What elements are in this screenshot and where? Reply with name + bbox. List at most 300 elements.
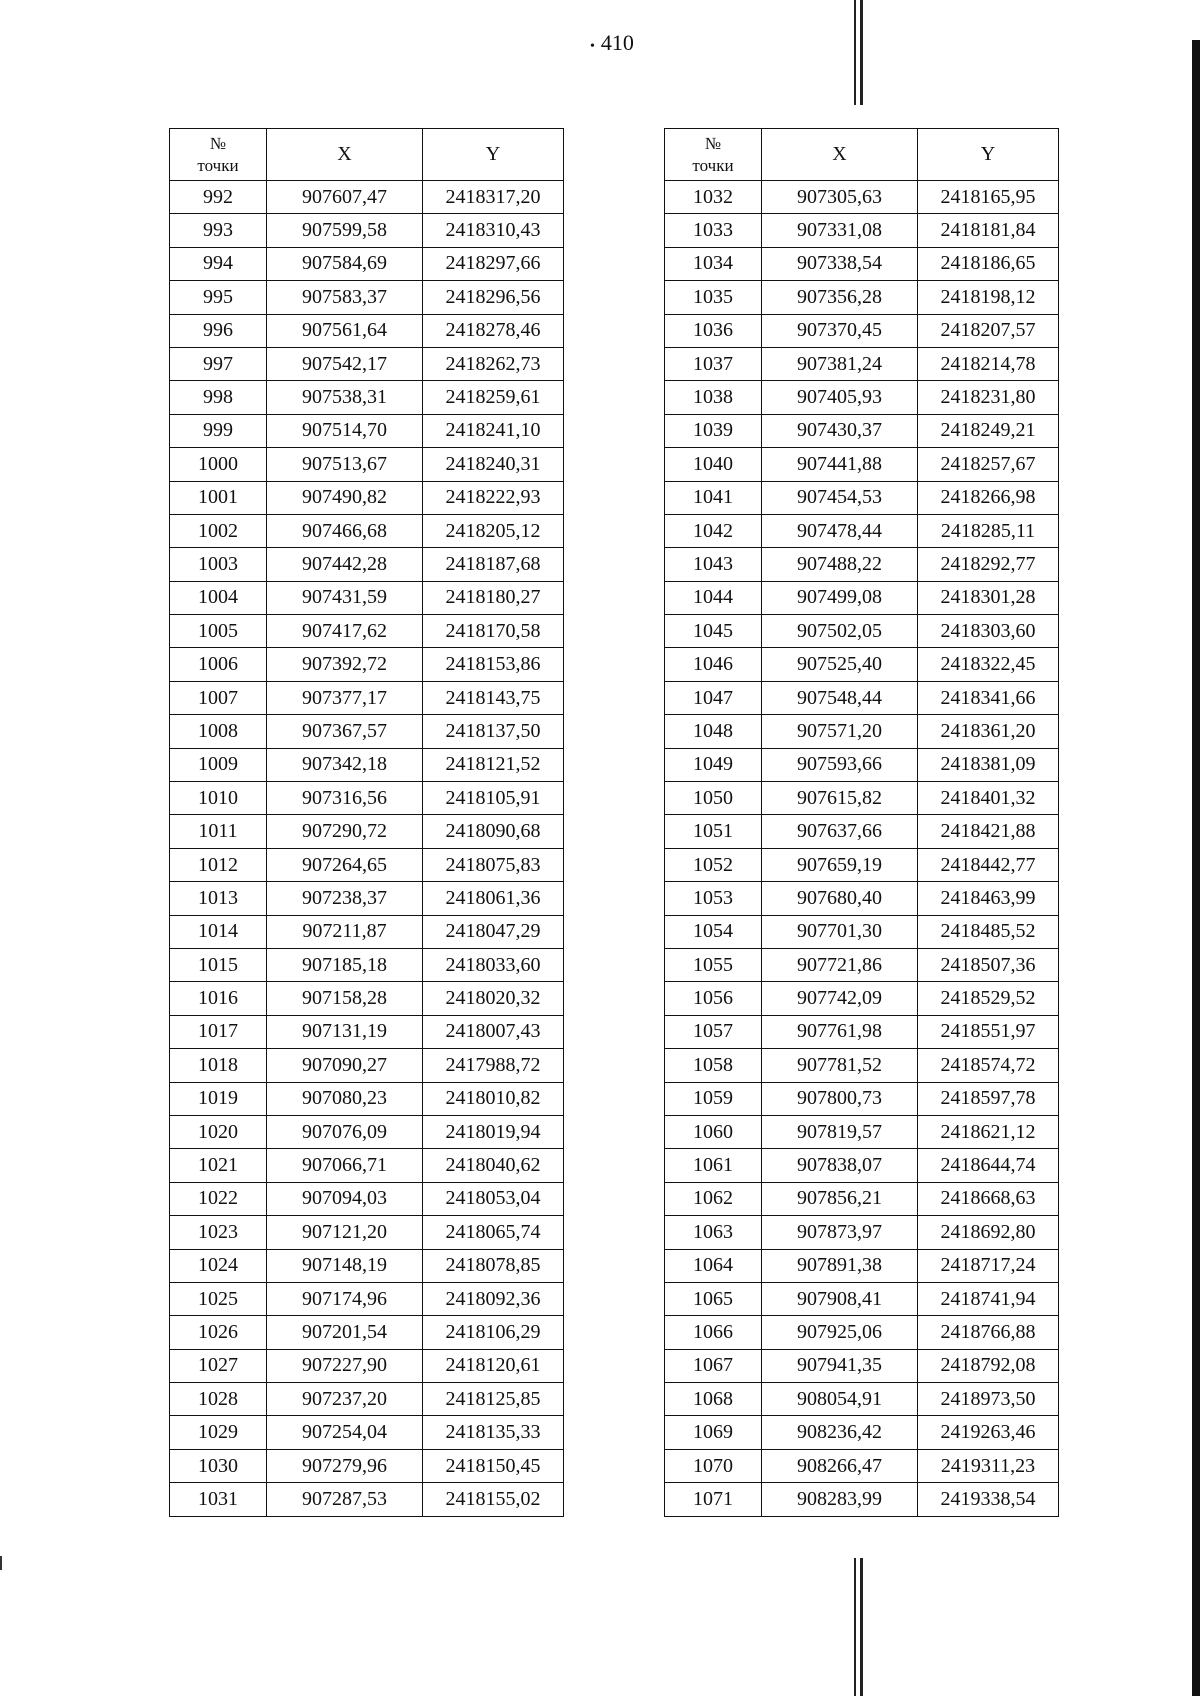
cell-x: 907392,72 <box>267 648 423 681</box>
table-row <box>665 548 1059 581</box>
table-row <box>170 1282 564 1315</box>
cell-y: 2418717,24 <box>918 1249 1059 1282</box>
cell-point-number: 1005 <box>170 615 267 648</box>
table-row <box>170 815 564 848</box>
cell-point-number: 1037 <box>665 347 762 380</box>
cell-point-number: 1031 <box>170 1483 267 1516</box>
table-row <box>665 181 1059 214</box>
cell-y: 2418341,66 <box>918 681 1059 714</box>
cell-point-number: 1027 <box>170 1349 267 1382</box>
cell-point-number: 1053 <box>665 882 762 915</box>
header-number-sign: № <box>704 133 722 153</box>
table-row <box>665 1449 1059 1482</box>
table-row <box>170 1049 564 1082</box>
cell-y: 2418121,52 <box>423 748 564 781</box>
cell-y: 2418120,61 <box>423 1349 564 1382</box>
table-row <box>665 815 1059 848</box>
cell-point-number: 1013 <box>170 882 267 915</box>
table-row <box>170 314 564 347</box>
cell-y: 2418061,36 <box>423 882 564 915</box>
table-header-row <box>665 129 1059 181</box>
cell-x: 907417,62 <box>267 615 423 648</box>
cell-x: 907338,54 <box>762 247 918 280</box>
cell-point-number: 1032 <box>665 181 762 214</box>
cell-y: 2418292,77 <box>918 548 1059 581</box>
cell-y: 2418155,02 <box>423 1483 564 1516</box>
table-row <box>170 1383 564 1416</box>
cell-x: 907279,96 <box>267 1449 423 1482</box>
table-row <box>665 214 1059 247</box>
binding-lines-top <box>854 0 864 105</box>
cell-y: 2418065,74 <box>423 1216 564 1249</box>
cell-x: 907542,17 <box>267 347 423 380</box>
header-number-sign: № <box>209 133 227 153</box>
cell-point-number: 1057 <box>665 1015 762 1048</box>
table-row <box>170 715 564 748</box>
table-row <box>170 1316 564 1349</box>
cell-point-number: 1024 <box>170 1249 267 1282</box>
table-row <box>665 1216 1059 1249</box>
cell-y: 2418249,21 <box>918 414 1059 447</box>
cell-x: 907174,96 <box>267 1282 423 1315</box>
cell-x: 907615,82 <box>762 782 918 815</box>
table-header-row <box>170 129 564 181</box>
cell-y: 2418401,32 <box>918 782 1059 815</box>
cell-x: 907637,66 <box>762 815 918 848</box>
cell-x: 907342,18 <box>267 748 423 781</box>
table-row <box>665 247 1059 280</box>
cell-x: 907538,31 <box>267 381 423 414</box>
cell-x: 907659,19 <box>762 848 918 881</box>
cell-point-number: 1025 <box>170 1282 267 1315</box>
cell-y: 2418301,28 <box>918 581 1059 614</box>
cell-point-number: 998 <box>170 381 267 414</box>
cell-x: 907290,72 <box>267 815 423 848</box>
cell-point-number: 1056 <box>665 982 762 1015</box>
cell-x: 907287,53 <box>267 1483 423 1516</box>
scan-left-mark <box>0 1556 2 1570</box>
table-row <box>170 1115 564 1148</box>
table-row <box>665 1349 1059 1382</box>
cell-point-number: 1028 <box>170 1383 267 1416</box>
table-row <box>170 1216 564 1249</box>
cell-x: 907367,57 <box>267 715 423 748</box>
table-row <box>665 1483 1059 1516</box>
cell-point-number: 1012 <box>170 848 267 881</box>
cell-y: 2418285,11 <box>918 514 1059 547</box>
table-body-left <box>170 181 564 1517</box>
cell-point-number: 1020 <box>170 1115 267 1148</box>
cell-y: 2418150,45 <box>423 1449 564 1482</box>
table-row <box>170 848 564 881</box>
table-row <box>665 848 1059 881</box>
cell-y: 2418485,52 <box>918 915 1059 948</box>
cell-y: 2418668,63 <box>918 1182 1059 1215</box>
table-row <box>170 414 564 447</box>
table-row <box>170 1182 564 1215</box>
cell-x: 908266,47 <box>762 1449 918 1482</box>
cell-x: 907742,09 <box>762 982 918 1015</box>
cell-point-number: 1001 <box>170 481 267 514</box>
cell-x: 907305,63 <box>762 181 918 214</box>
table-row <box>665 481 1059 514</box>
cell-y: 2418973,50 <box>918 1383 1059 1416</box>
cell-x: 907431,59 <box>267 581 423 614</box>
cell-point-number: 1015 <box>170 948 267 981</box>
cell-x: 907856,21 <box>762 1182 918 1215</box>
cell-y: 2418257,67 <box>918 448 1059 481</box>
cell-y: 2418621,12 <box>918 1115 1059 1148</box>
cell-y: 2418137,50 <box>423 715 564 748</box>
table-row <box>665 581 1059 614</box>
cell-y: 2417988,72 <box>423 1049 564 1082</box>
table-row <box>665 648 1059 681</box>
cell-point-number: 1058 <box>665 1049 762 1082</box>
cell-x: 907080,23 <box>267 1082 423 1115</box>
cell-x: 907090,27 <box>267 1049 423 1082</box>
table-row <box>665 448 1059 481</box>
cell-point-number: 1063 <box>665 1216 762 1249</box>
table-row <box>170 615 564 648</box>
table-row <box>665 948 1059 981</box>
cell-x: 907201,54 <box>267 1316 423 1349</box>
cell-point-number: 1052 <box>665 848 762 881</box>
cell-point-number: 1043 <box>665 548 762 581</box>
cell-point-number: 1021 <box>170 1149 267 1182</box>
cell-x: 907593,66 <box>762 748 918 781</box>
table-row <box>170 448 564 481</box>
cell-x: 907701,30 <box>762 915 918 948</box>
table-row <box>665 982 1059 1015</box>
cell-y: 2418019,94 <box>423 1115 564 1148</box>
cell-x: 907525,40 <box>762 648 918 681</box>
table-row <box>170 915 564 948</box>
column-header-y: Y <box>423 129 564 181</box>
cell-y: 2419263,46 <box>918 1416 1059 1449</box>
cell-point-number: 1039 <box>665 414 762 447</box>
cell-y: 2418507,36 <box>918 948 1059 981</box>
table-row <box>170 982 564 1015</box>
header-point-word: точки <box>692 155 734 175</box>
cell-y: 2418010,82 <box>423 1082 564 1115</box>
cell-y: 2418792,08 <box>918 1349 1059 1382</box>
table-row <box>665 414 1059 447</box>
cell-y: 2418090,68 <box>423 815 564 848</box>
cell-point-number: 1038 <box>665 381 762 414</box>
cell-point-number: 1046 <box>665 648 762 681</box>
cell-x: 907819,57 <box>762 1115 918 1148</box>
cell-y: 2418165,95 <box>918 181 1059 214</box>
cell-point-number: 999 <box>170 414 267 447</box>
table-row <box>170 514 564 547</box>
table-row <box>665 1082 1059 1115</box>
cell-point-number: 1066 <box>665 1316 762 1349</box>
cell-point-number: 1051 <box>665 815 762 848</box>
column-header-y: Y <box>918 129 1059 181</box>
cell-y: 2418259,61 <box>423 381 564 414</box>
table-row <box>665 782 1059 815</box>
cell-y: 2418180,27 <box>423 581 564 614</box>
cell-x: 907680,40 <box>762 882 918 915</box>
cell-y: 2418317,20 <box>423 181 564 214</box>
cell-y: 2418143,75 <box>423 681 564 714</box>
coordinates-table-right <box>664 128 1059 1517</box>
cell-x: 907066,71 <box>267 1149 423 1182</box>
cell-point-number: 1018 <box>170 1049 267 1082</box>
cell-x: 907094,03 <box>267 1182 423 1215</box>
cell-point-number: 1016 <box>170 982 267 1015</box>
cell-y: 2418181,84 <box>918 214 1059 247</box>
cell-x: 907370,45 <box>762 314 918 347</box>
cell-point-number: 1064 <box>665 1249 762 1282</box>
cell-y: 2418053,04 <box>423 1182 564 1215</box>
cell-point-number: 1061 <box>665 1149 762 1182</box>
table-row <box>170 782 564 815</box>
cell-y: 2418205,12 <box>423 514 564 547</box>
cell-x: 907131,19 <box>267 1015 423 1048</box>
table-row <box>665 882 1059 915</box>
column-header-x: X <box>762 129 918 181</box>
table-row <box>170 1149 564 1182</box>
table-row <box>170 214 564 247</box>
cell-x: 907121,20 <box>267 1216 423 1249</box>
table-row <box>665 1416 1059 1449</box>
cell-x: 908236,42 <box>762 1416 918 1449</box>
table-row <box>170 1416 564 1449</box>
cell-y: 2418381,09 <box>918 748 1059 781</box>
cell-y: 2418170,58 <box>423 615 564 648</box>
cell-y: 2418153,86 <box>423 648 564 681</box>
cell-x: 907331,08 <box>762 214 918 247</box>
binding-lines-bottom <box>854 1558 864 1696</box>
cell-point-number: 1050 <box>665 782 762 815</box>
cell-y: 2418322,45 <box>918 648 1059 681</box>
cell-point-number: 1060 <box>665 1115 762 1148</box>
cell-y: 2418214,78 <box>918 347 1059 380</box>
cell-point-number: 1045 <box>665 615 762 648</box>
cell-x: 907430,37 <box>762 414 918 447</box>
cell-y: 2418106,29 <box>423 1316 564 1349</box>
cell-x: 907499,08 <box>762 581 918 614</box>
table-row <box>170 748 564 781</box>
scan-right-edge <box>1192 40 1200 1696</box>
cell-x: 907237,20 <box>267 1383 423 1416</box>
cell-x: 907405,93 <box>762 381 918 414</box>
cell-point-number: 1069 <box>665 1416 762 1449</box>
cell-x: 907584,69 <box>267 247 423 280</box>
cell-point-number: 1017 <box>170 1015 267 1048</box>
cell-y: 2418297,66 <box>423 247 564 280</box>
cell-y: 2419311,23 <box>918 1449 1059 1482</box>
cell-x: 907761,98 <box>762 1015 918 1048</box>
cell-point-number: 1070 <box>665 1449 762 1482</box>
table-row <box>665 1316 1059 1349</box>
cell-x: 907513,67 <box>267 448 423 481</box>
cell-x: 908283,99 <box>762 1483 918 1516</box>
table-row <box>170 548 564 581</box>
cell-x: 907264,65 <box>267 848 423 881</box>
cell-y: 2418597,78 <box>918 1082 1059 1115</box>
table-row <box>665 1383 1059 1416</box>
cell-y: 2418222,93 <box>423 481 564 514</box>
cell-point-number: 1071 <box>665 1483 762 1516</box>
table-row <box>665 1149 1059 1182</box>
cell-point-number: 1030 <box>170 1449 267 1482</box>
cell-x: 907925,06 <box>762 1316 918 1349</box>
cell-x: 907076,09 <box>267 1115 423 1148</box>
cell-y: 2418105,91 <box>423 782 564 815</box>
cell-point-number: 1034 <box>665 247 762 280</box>
cell-point-number: 1065 <box>665 1282 762 1315</box>
cell-x: 907466,68 <box>267 514 423 547</box>
table-row <box>665 514 1059 547</box>
cell-x: 907442,28 <box>267 548 423 581</box>
cell-point-number: 1004 <box>170 581 267 614</box>
table-row <box>170 1483 564 1516</box>
cell-x: 907227,90 <box>267 1349 423 1382</box>
cell-point-number: 993 <box>170 214 267 247</box>
cell-y: 2418231,80 <box>918 381 1059 414</box>
cell-y: 2418241,10 <box>423 414 564 447</box>
cell-x: 907381,24 <box>762 347 918 380</box>
cell-point-number: 1019 <box>170 1082 267 1115</box>
cell-y: 2418186,65 <box>918 247 1059 280</box>
table-row <box>170 948 564 981</box>
cell-point-number: 1041 <box>665 481 762 514</box>
cell-point-number: 1014 <box>170 915 267 948</box>
cell-x: 907599,58 <box>267 214 423 247</box>
cell-point-number: 1044 <box>665 581 762 614</box>
cell-x: 907316,56 <box>267 782 423 815</box>
cell-point-number: 1040 <box>665 448 762 481</box>
table-row <box>170 347 564 380</box>
table-row <box>665 381 1059 414</box>
cell-point-number: 1007 <box>170 681 267 714</box>
cell-point-number: 994 <box>170 247 267 280</box>
cell-point-number: 1049 <box>665 748 762 781</box>
cell-y: 2418644,74 <box>918 1149 1059 1182</box>
cell-x: 907583,37 <box>267 281 423 314</box>
cell-y: 2418047,29 <box>423 915 564 948</box>
cell-point-number: 1059 <box>665 1082 762 1115</box>
cell-x: 907377,17 <box>267 681 423 714</box>
cell-y: 2418692,80 <box>918 1216 1059 1249</box>
cell-x: 907158,28 <box>267 982 423 1015</box>
cell-point-number: 1000 <box>170 448 267 481</box>
table-row <box>665 915 1059 948</box>
cell-y: 2418207,57 <box>918 314 1059 347</box>
table-body-right <box>665 181 1059 1517</box>
table-row <box>665 314 1059 347</box>
cell-point-number: 996 <box>170 314 267 347</box>
cell-x: 907454,53 <box>762 481 918 514</box>
cell-y: 2418040,62 <box>423 1149 564 1182</box>
cell-point-number: 1042 <box>665 514 762 547</box>
cell-y: 2419338,54 <box>918 1483 1059 1516</box>
cell-point-number: 1006 <box>170 648 267 681</box>
cell-x: 907607,47 <box>267 181 423 214</box>
cell-point-number: 997 <box>170 347 267 380</box>
table-row <box>665 1282 1059 1315</box>
cell-y: 2418529,52 <box>918 982 1059 1015</box>
header-point-word: точки <box>197 155 239 175</box>
table-row <box>170 1082 564 1115</box>
cell-point-number: 992 <box>170 181 267 214</box>
table-row <box>170 581 564 614</box>
table-row <box>170 281 564 314</box>
cell-y: 2418187,68 <box>423 548 564 581</box>
cell-point-number: 1011 <box>170 815 267 848</box>
cell-point-number: 1067 <box>665 1349 762 1382</box>
table-row <box>665 1182 1059 1215</box>
cell-x: 907490,82 <box>267 481 423 514</box>
cell-x: 907185,18 <box>267 948 423 981</box>
cell-y: 2418092,36 <box>423 1282 564 1315</box>
cell-y: 2418296,56 <box>423 281 564 314</box>
cell-y: 2418278,46 <box>423 314 564 347</box>
cell-y: 2418075,83 <box>423 848 564 881</box>
cell-point-number: 1035 <box>665 281 762 314</box>
cell-x: 907548,44 <box>762 681 918 714</box>
cell-x: 907211,87 <box>267 915 423 948</box>
table-row <box>170 481 564 514</box>
table-row <box>665 615 1059 648</box>
cell-y: 2418361,20 <box>918 715 1059 748</box>
cell-y: 2418262,73 <box>423 347 564 380</box>
cell-point-number: 995 <box>170 281 267 314</box>
table-row <box>170 1449 564 1482</box>
cell-x: 907838,07 <box>762 1149 918 1182</box>
cell-point-number: 1029 <box>170 1416 267 1449</box>
cell-x: 907441,88 <box>762 448 918 481</box>
cell-x: 907571,20 <box>762 715 918 748</box>
page-mark: • <box>590 39 595 54</box>
cell-x: 907561,64 <box>267 314 423 347</box>
table-row <box>170 1015 564 1048</box>
cell-x: 907502,05 <box>762 615 918 648</box>
page-number-text: 410 <box>600 30 634 55</box>
cell-x: 908054,91 <box>762 1383 918 1416</box>
cell-point-number: 1009 <box>170 748 267 781</box>
cell-x: 907356,28 <box>762 281 918 314</box>
table-row <box>665 1115 1059 1148</box>
table-row <box>170 181 564 214</box>
cell-y: 2418310,43 <box>423 214 564 247</box>
cell-y: 2418463,99 <box>918 882 1059 915</box>
cell-y: 2418574,72 <box>918 1049 1059 1082</box>
cell-point-number: 1003 <box>170 548 267 581</box>
cell-x: 907721,86 <box>762 948 918 981</box>
page-number <box>590 30 634 56</box>
cell-y: 2418020,32 <box>423 982 564 1015</box>
cell-point-number: 1062 <box>665 1182 762 1215</box>
cell-x: 907891,38 <box>762 1249 918 1282</box>
cell-point-number: 1047 <box>665 681 762 714</box>
table-row <box>170 381 564 414</box>
cell-x: 907514,70 <box>267 414 423 447</box>
cell-y: 2418125,85 <box>423 1383 564 1416</box>
cell-point-number: 1026 <box>170 1316 267 1349</box>
cell-y: 2418033,60 <box>423 948 564 981</box>
cell-x: 907781,52 <box>762 1049 918 1082</box>
cell-point-number: 1022 <box>170 1182 267 1215</box>
table-row <box>170 1349 564 1382</box>
cell-x: 907148,19 <box>267 1249 423 1282</box>
table-row <box>170 648 564 681</box>
table-row <box>170 1249 564 1282</box>
cell-point-number: 1010 <box>170 782 267 815</box>
cell-point-number: 1048 <box>665 715 762 748</box>
